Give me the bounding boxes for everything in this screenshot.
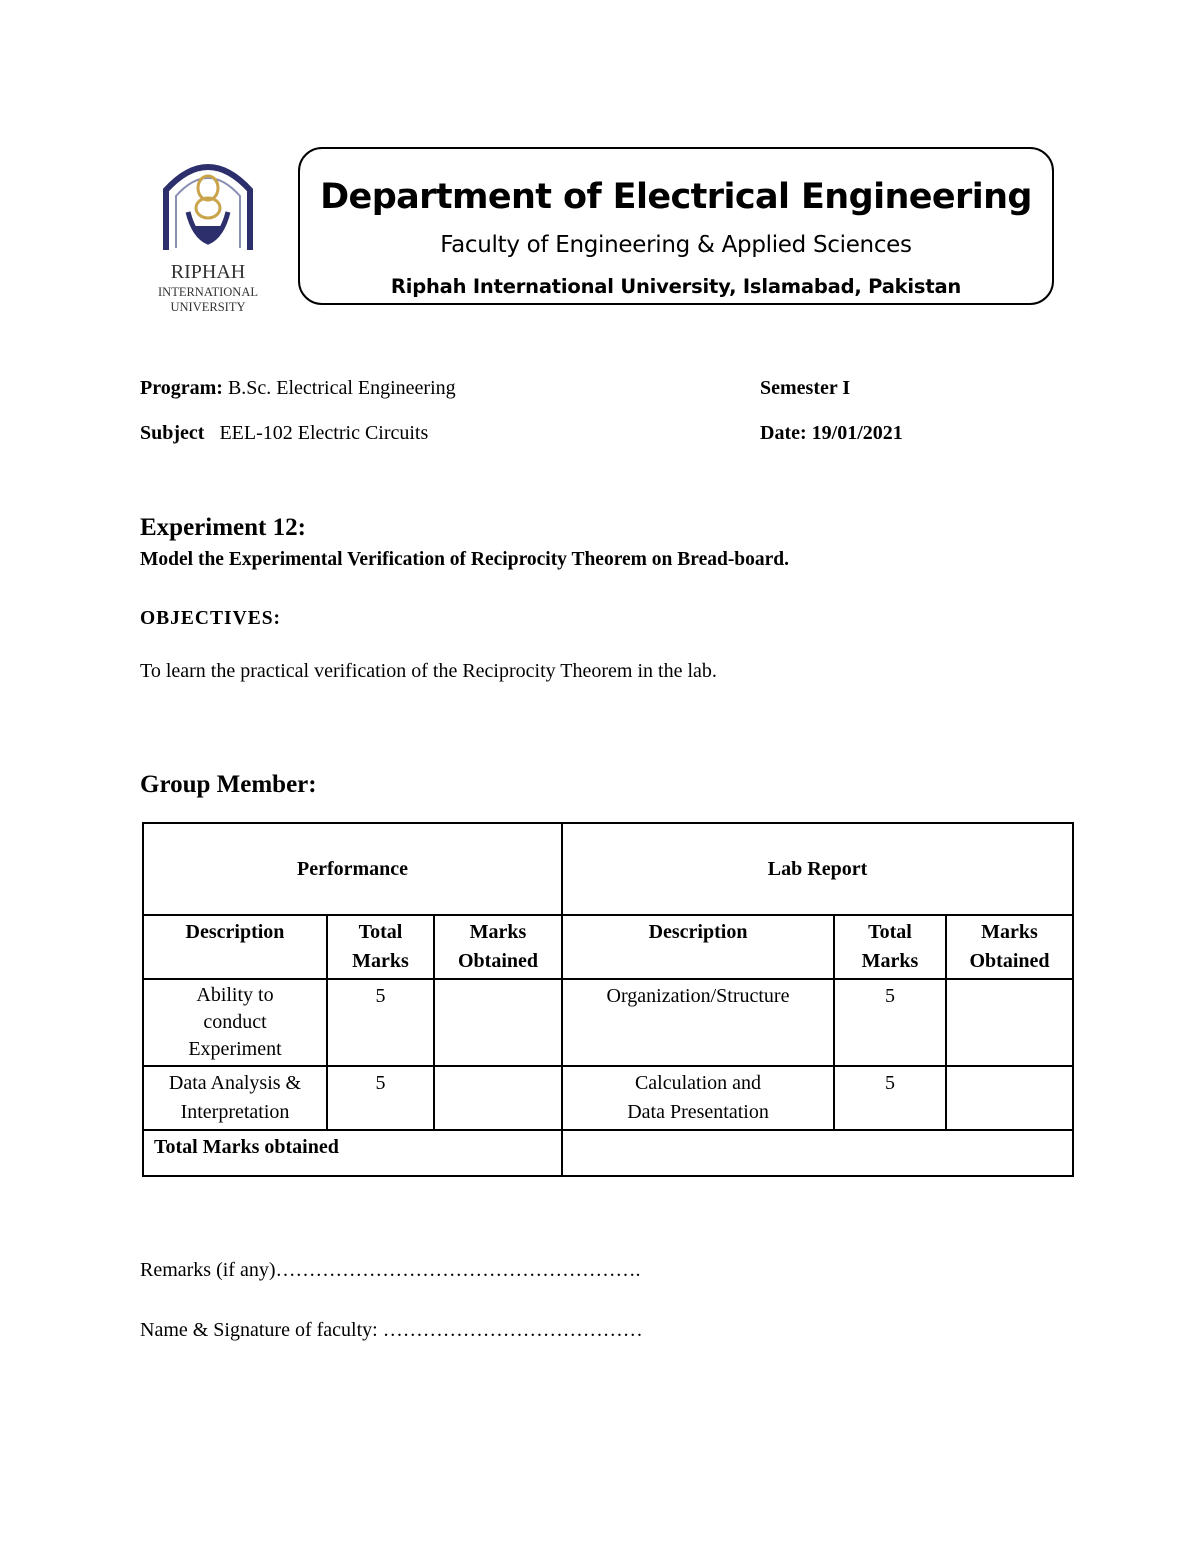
signature-label: Name & Signature of faculty: (140, 1319, 378, 1341)
perf-description-header: Description (143, 915, 327, 979)
lab-obtained-cell[interactable] (946, 1066, 1073, 1130)
department-title: Department of Electrical Engineering (320, 177, 1032, 217)
lab-total-header: Total Marks (834, 915, 946, 979)
total-marks-label: Total Marks obtained (143, 1130, 562, 1176)
lab-obtained-cell[interactable] (946, 979, 1073, 1066)
program-line (140, 377, 456, 400)
program-value: B.Sc. Electrical Engineering (227, 377, 456, 399)
perf-description-cell: Ability to conduct Experiment (143, 979, 327, 1066)
experiment-title: Experiment 12: (140, 514, 306, 541)
perf-obtained-cell[interactable] (434, 979, 562, 1066)
total-marks-value[interactable] (562, 1130, 1073, 1176)
lab-description-cell: Organization/Structure (562, 979, 834, 1066)
subject-label: Subject (140, 422, 205, 444)
column-header-row (143, 915, 1073, 979)
table-row (143, 979, 1073, 1066)
perf-obtained-header: Marks Obtained (434, 915, 562, 979)
perf-total-cell: 5 (327, 979, 434, 1066)
signature-dots: ………………………………… (382, 1319, 643, 1341)
group-member-label: Group Member: (140, 771, 317, 798)
experiment-subtitle: Model the Experimental Verification of Reciprocity Theorem on Bread-board. (140, 549, 790, 570)
lab-description-cell: Calculation and Data Presentation (562, 1066, 834, 1130)
date: Date: 19/01/2021 (760, 422, 903, 444)
table-row (143, 1066, 1073, 1130)
faculty-name: Faculty of Engineering & Applied Sciences (440, 232, 912, 258)
objectives-heading: OBJECTIVES: (140, 608, 282, 629)
svg-text:RIPHAH: RIPHAH (170, 261, 246, 283)
lab-obtained-header: Marks Obtained (946, 915, 1073, 979)
subject-value: EEL-102 Electric Circuits (219, 422, 429, 444)
lab-description-header: Description (562, 915, 834, 979)
svg-text:INTERNATIONAL: INTERNATIONAL (158, 285, 258, 299)
perf-description-cell: Data Analysis & Interpretation (143, 1066, 327, 1130)
total-row (143, 1130, 1073, 1176)
perf-obtained-cell[interactable] (434, 1066, 562, 1130)
subject-line (140, 422, 428, 445)
remarks-line: Remarks (if any)………………………………………………. (140, 1259, 641, 1281)
university-name: Riphah International University, Islamabad, Pakistan (390, 275, 962, 298)
objectives-text: To learn the practical verification of the Reciprocity Theorem in the lab. (140, 660, 717, 682)
lab-report-header: Lab Report (562, 823, 1073, 915)
perf-total-cell: 5 (327, 1066, 434, 1130)
program-label: Program: (140, 377, 223, 399)
header-box (298, 147, 1054, 305)
performance-header: Performance (143, 823, 562, 915)
svg-text:UNIVERSITY: UNIVERSITY (170, 300, 246, 314)
lab-total-cell: 5 (834, 979, 946, 1066)
signature-line (140, 1319, 643, 1342)
marks-table (142, 822, 1074, 1177)
riphah-crest-icon (148, 150, 268, 318)
perf-total-header: Total Marks (327, 915, 434, 979)
semester: Semester I (760, 377, 851, 399)
university-logo (148, 150, 268, 318)
lab-total-cell: 5 (834, 1066, 946, 1130)
